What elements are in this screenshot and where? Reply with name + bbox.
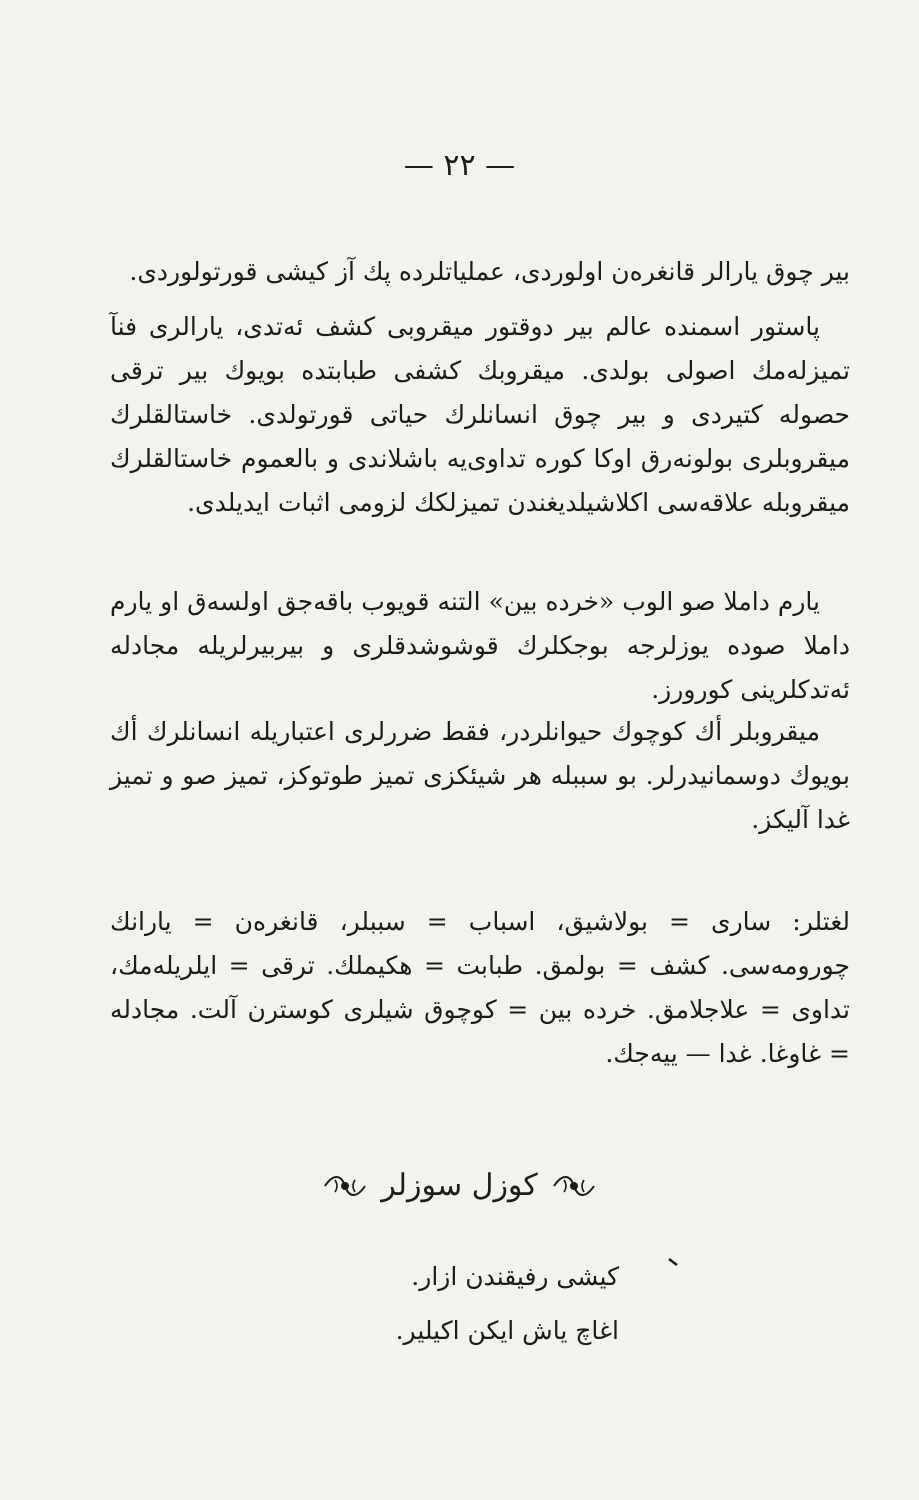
ink-mark [668,1258,678,1266]
vocabulary-paragraph [110,900,850,1076]
floral-ornament-icon [550,1170,598,1202]
paragraph-4 [110,710,850,842]
saying-2: اغاچ یاش ایكن اكیلیر. [395,1316,619,1345]
paragraph-text: پاستور اسمندە عالم بیر دوقتور میقروبی كشف ئەتدی، یارالری فنآ تمیزلەمك اصولی بولدی. میقروبك كشفی طبابتدە بویوك بیر ترقی حصولە كتیردی و بیر چوق انسانلرك حیاتی قورتولدی. خاستالقلرك میقروبلری بولونەرق اوكا كورە تداوی‌یە باشلاندی و بالعموم خاستالقلرك میقروبلە علاقەسی اكلاشیلدیغندن تمیزلكك لزومی اثبات ایدیلدی. [110,312,850,517]
paragraph-text: میقروبلر أك كوچوك حیوانلردر، فقط ضررلری اعتباریلە انسانلرك أك بویوك دوسمانیدرلر. بو سببلە هر شیئكزی تمیز طوتوكز، تمیز صو و تمیز غدا آلیكز. [110,717,850,834]
section-heading [0,1168,919,1203]
paragraph-3 [110,580,850,712]
paragraph-text: بیر چوق یارالر قانغرەن اولوردی، عملیاتلردە پك آز كیشی قورتولوردی. [129,257,850,286]
section-title: كوزل سوزلر [381,1168,538,1203]
paragraph-1 [110,250,850,294]
saying-1: كیشی رفیقندن ازار. [411,1262,619,1291]
paragraph-text: لغتلر: ساری = بولاشیق، اسباب = سببلر، قانغرەن = یارانك چورومەسی. كشف = بولمق. طبابت = هكیملك. ترقی = ایلریلەمك، تداوی = علاجلامق. خردە بین = كوچوق شیلری كوسترن آلت. مجادلە = غاوغا. غدا — ییەجك. [110,907,850,1068]
floral-ornament-icon [321,1170,369,1202]
paragraph-text: یارم داملا صو الوب «خردە بین» التنە قویوب باقەجق اولسەق او یارم داملا صودە یوزلرجە بوجكلرك قوشوشدقلری و بیربیرلریلە مجادلە ئەتدكلرینی كورورز. [110,587,850,704]
page-number: — ۲۲ — [403,148,516,183]
paragraph-2 [110,305,850,525]
